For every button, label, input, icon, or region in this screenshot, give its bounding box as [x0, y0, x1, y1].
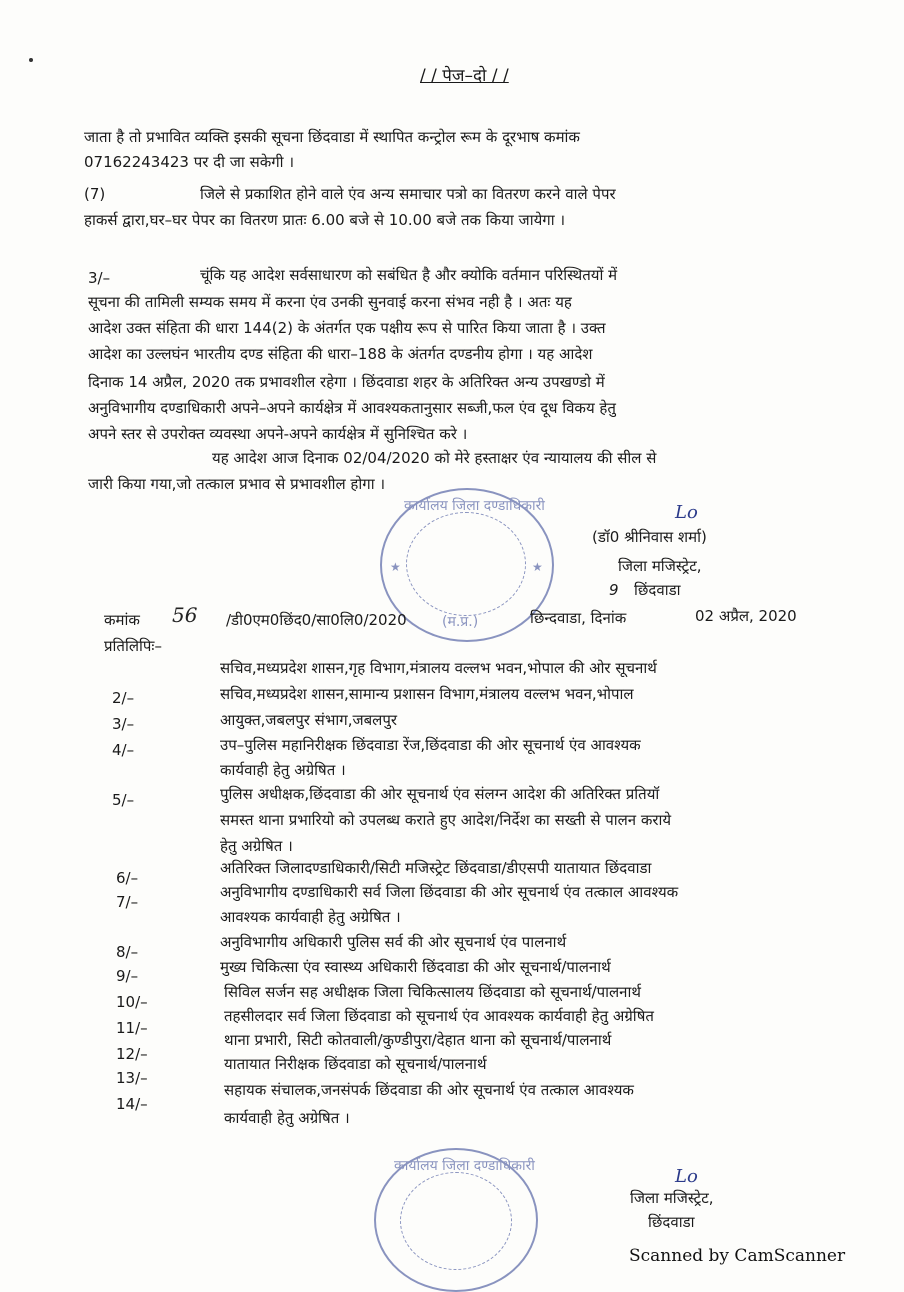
star-icon: ★ [390, 560, 401, 574]
copy-item-11: तहसीलदार सर्व जिला छिंदवाडा को सूचनार्थ एंव आवश्यक कार्यवाही हेतु अग्रेषित [224, 1007, 654, 1025]
para-3-line-6: अनुविभागीय दण्डाधिकारी अपने–अपने कार्यक्षेत्र में आवश्यकतानुसार सब्जी,फल एंव दूध विकय हेतु [88, 399, 616, 417]
copy-item-5-cont2: हेतु अग्रेषित । [220, 837, 293, 855]
seal-inner-ring [400, 1172, 512, 1270]
signatory-place-2: छिंदवाडा [648, 1213, 695, 1231]
star-icon: ★ [532, 560, 543, 574]
seal-inner-ring [406, 512, 526, 616]
copy-number: 10/– [116, 993, 148, 1011]
copy-number: 3/– [112, 715, 135, 733]
copy-item-14-cont: कार्यवाही हेतु अग्रेषित । [224, 1109, 350, 1127]
point-7-line-1: जिले से प्रकाशित होने वाले एंव अन्य समाचार पत्रो का वितरण करने वाले पेपर [200, 185, 616, 203]
copy-item-12: थाना प्रभारी, सिटी कोतवाली/कुण्डीपुरा/देहात थाना को सूचनार्थ/पालनार्थ [224, 1031, 612, 1049]
copy-item-13: यातायात निरीक्षक छिंदवाडा को सूचनार्थ/पालनार्थ [224, 1055, 487, 1073]
page-header: / / पेज–दो / / [420, 66, 509, 86]
reference-text: /डी0एम0छिंद0/सा0लि0/2020 [226, 611, 407, 629]
reference-number: 56 [172, 603, 198, 627]
seal-text: कार्यालय जिला दण्डाधिकारी [404, 498, 545, 514]
signature-scribble-2: Lo [675, 1166, 698, 1187]
copy-item-10: सिविल सर्जन सह अधीक्षक जिला चिकित्सालय छिंदवाडा को सूचनार्थ/पालनार्थ [224, 983, 641, 1001]
continuation-line-2: 07162243423 पर दी जा सकेगी । [84, 153, 295, 171]
copy-label: प्रतिलिपिः– [104, 637, 162, 655]
reference-label: कमांक [104, 611, 140, 629]
copy-item-2: सचिव,मध्यप्रदेश शासन,सामान्य प्रशासन विभाग,मंत्रालय वल्लभ भवन,भोपाल [220, 685, 634, 703]
copy-item-4: उप–पुलिस महानिरीक्षक छिंदवाडा रेंज,छिंदवाडा की ओर सूचनार्थ एंव आवश्यक [220, 736, 641, 754]
signatory-designation-2: जिला मजिस्ट्रेट, [630, 1189, 714, 1207]
copy-number: 4/– [112, 741, 135, 759]
signatory-designation: जिला मजिस्ट्रेट, [618, 557, 702, 575]
copy-item-3: आयुक्त,जबलपुर संभाग,जबलपुर [220, 711, 397, 729]
copy-item-5: पुलिस अधीक्षक,छिंदवाडा की ओर सूचनार्थ एंव संलग्न आदेश की अतिरिक्त प्रतियॉ [220, 785, 660, 803]
para-3-line-1: चूंकि यह आदेश सर्वसाधारण को सबंधित है और क्योकि वर्तमान परिस्थितयों में [200, 266, 618, 284]
copy-number: 9/– [116, 967, 139, 985]
copy-number: 12/– [116, 1045, 148, 1063]
point-7-line-2: हाकर्स द्वारा,घर–घर पेपर का वितरण प्रातः 6.00 बजे से 10.00 बजे तक किया जायेगा । [84, 211, 566, 229]
copy-item-5-cont: समस्त थाना प्रभारियो को उपलब्ध कराते हुए आदेश/निर्देश का सख्ती से पालन कराये [220, 811, 672, 829]
copy-number: 11/– [116, 1019, 148, 1037]
signature-mark: 9 [609, 581, 619, 599]
para-3-line-3: आदेश उक्त संहिता की धारा 144(2) के अंतर्गत एक पक्षीय रूप से पारित किया जाता है । उक्त [88, 319, 606, 337]
copy-number: 6/– [116, 869, 139, 887]
copy-number: 14/– [116, 1095, 148, 1113]
copy-item-1: सचिव,मध्यप्रदेश शासन,गृह विभाग,मंत्रालय वल्लभ भवन,भोपाल की ओर सूचनार्थ [220, 659, 657, 677]
point-7-label: (7) [84, 185, 106, 203]
para-3-line-2: सूचना की तामिली सम्यक समय में करना एंव उनकी सुनवाई करना संभव नही है । अतः यह [88, 293, 572, 311]
seal-text: कार्यालय जिला दण्डाधिकारी [394, 1158, 535, 1174]
scanner-watermark: Scanned by CamScanner [629, 1246, 846, 1266]
copy-item-6: अतिरिक्त जिलादण्डाधिकारी/सिटी मजिस्ट्रेट छिंदवाडा/डीएसपी यातायात छिंदवाडा [220, 859, 652, 877]
scan-speck [29, 58, 33, 62]
copy-item-4-cont: कार्यवाही हेतु अग्रेषित । [220, 761, 346, 779]
para-3-line-7: अपने स्तर से उपरोक्त व्यवस्था अपने-अपने कार्यक्षेत्र में सुनिश्चित करे । [88, 425, 468, 443]
copy-item-14: सहायक संचालक,जनसंपर्क छिंदवाडा की ओर सूचनार्थ एंव तत्काल आवश्यक [224, 1081, 634, 1099]
para-3-label: 3/– [88, 269, 111, 287]
issue-line-2: जारी किया गया,जो तत्काल प्रभाव से प्रभावशील होगा । [88, 475, 386, 493]
issue-line-1: यह आदेश आज दिनाक 02/04/2020 को मेरे हस्ताक्षर एंव न्यायालय की सील से [212, 449, 657, 467]
copy-number: 5/– [112, 791, 135, 809]
signatory-place: छिंदवाडा [634, 581, 681, 599]
copy-item-7-cont: आवश्यक कार्यवाही हेतु अग्रेषित । [220, 908, 401, 926]
signature-scribble: Lo [675, 502, 698, 523]
para-3-line-4: आदेश का उल्लघंन भारतीय दण्ड संहिता की धारा–188 के अंतर्गत दण्डनीय होगा । यह आदेश [88, 345, 593, 363]
copy-item-8: अनुविभागीय अधिकारी पुलिस सर्व की ओर सूचनार्थ एंव पालनार्थ [220, 933, 567, 951]
copy-item-9: मुख्य चिकित्सा एंव स्वास्थ्य अधिकारी छिंदवाडा की ओर सूचनार्थ/पालनार्थ [220, 958, 611, 976]
court-seal-2 [374, 1148, 538, 1292]
copy-number: 8/– [116, 943, 139, 961]
seal-bottom-text: (म.प्र.) [442, 614, 479, 630]
copy-number: 13/– [116, 1069, 148, 1087]
reference-place-date: छिन्दवाडा, दिनांक [530, 609, 627, 627]
copy-item-7: अनुविभागीय दण्डाधिकारी सर्व जिला छिंदवाडा की ओर सूचनार्थ एंव तत्काल आवश्यक [220, 883, 679, 901]
reference-date: 02 अप्रैल, 2020 [695, 607, 797, 625]
para-3-line-5: दिनाक 14 अप्रैल, 2020 तक प्रभावशील रहेगा । छिंदवाडा शहर के अतिरिक्त अन्य उपखण्डो में [88, 373, 605, 391]
continuation-line-1: जाता है तो प्रभावित व्यक्ति इसकी सूचना छिंदवाडा में स्थापित कन्ट्रोल रूम के दूरभाष कमांक [84, 128, 580, 146]
copy-number: 2/– [112, 689, 135, 707]
signatory-name: (डॉ0 श्रीनिवास शर्मा) [592, 528, 707, 546]
copy-number: 7/– [116, 893, 139, 911]
